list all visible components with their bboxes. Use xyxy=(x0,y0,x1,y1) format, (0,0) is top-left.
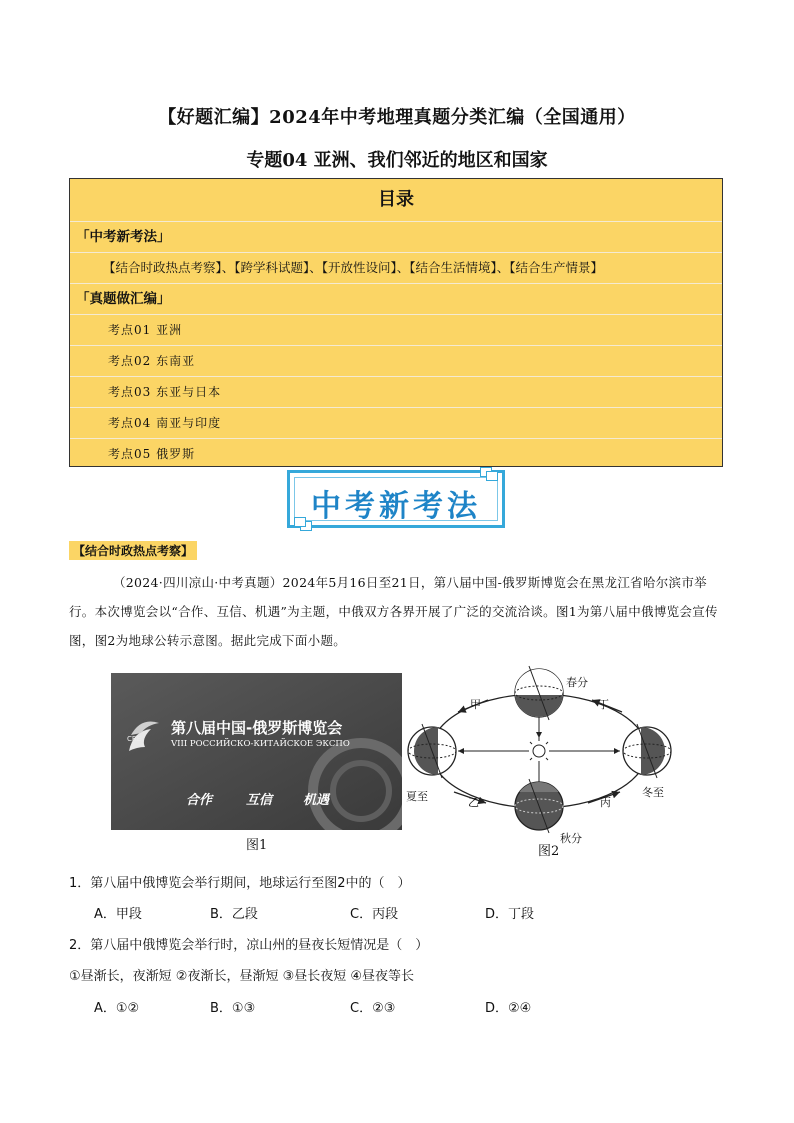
earth-spring-icon xyxy=(515,666,563,720)
question-2-choices: ①昼渐长，夜渐短 ②夜渐长，昼渐短 ③昼长夜短 ④昼夜等长 xyxy=(69,969,415,984)
label-autumn: 秋分 xyxy=(560,832,582,845)
poster-title-cn: 第八届中国-俄罗斯博览会 xyxy=(171,719,343,737)
document-subtitle: 专题04 亚洲、我们邻近的地区和国家 xyxy=(246,150,548,171)
question-stem: （2024·四川凉山·中考真题）2024年5月16日至21日，第八届中国-俄罗斯博览会在黑龙江省哈尔滨市举行。本次博览会以“合作、互信、机遇”为主题，中俄双方各界开展了广泛的交流洽谈。图1为第八届中俄博览会宣传图，图2为地球公转示意图。据此完成下面小题。 xyxy=(69,575,718,648)
q2-option-b[interactable]: B．①③ xyxy=(210,1001,256,1016)
toc-point-05[interactable]: 考点05 俄罗斯 xyxy=(70,438,722,469)
figure1-poster xyxy=(111,673,402,830)
q1-option-b[interactable]: B．乙段 xyxy=(210,907,258,922)
poster-slogan-3: 机遇 xyxy=(303,793,330,808)
q2-option-a[interactable]: A．①② xyxy=(94,1001,140,1016)
section-banner xyxy=(287,470,505,528)
earth-winter-icon xyxy=(623,724,671,778)
question-2: 2．第八届中俄博览会举行时，凉山州的昼夜长短情况是（ ） xyxy=(69,938,429,953)
banner-text: 中考新考法 xyxy=(311,489,481,524)
question-tag: 【结合时政热点考察】 xyxy=(69,541,197,560)
figure1-caption: 图1 xyxy=(246,838,268,853)
poster-logo-text: CRE xyxy=(127,735,142,743)
q2-option-c[interactable]: C．②③ xyxy=(350,1001,396,1016)
toc-point-01[interactable]: 考点01 亚洲 xyxy=(70,314,722,345)
toc-point-03[interactable]: 考点03 东亚与日本 xyxy=(70,376,722,407)
poster-title-ru: VIII РОССИЙСКО-КИТАЙСКОЕ ЭКСПО xyxy=(171,739,350,749)
label-summer: 夏至 xyxy=(406,790,428,803)
label-winter: 冬至 xyxy=(642,786,664,799)
toc-point-02[interactable]: 考点02 东南亚 xyxy=(70,345,722,376)
segment-ding: 丁 xyxy=(598,698,609,711)
toc-title: 目录 xyxy=(378,189,414,210)
figure2-orbit-diagram xyxy=(398,660,690,845)
toc-point-04[interactable]: 考点04 南亚与印度 xyxy=(70,407,722,438)
q1-option-c[interactable]: C．丙段 xyxy=(350,907,399,922)
toc-section-real-questions[interactable]: 「真题做汇编」 xyxy=(70,283,722,314)
earth-summer-icon xyxy=(408,724,456,778)
toc-section-new-methods[interactable]: 「中考新考法」 xyxy=(70,221,722,252)
q1-option-d[interactable]: D．丁段 xyxy=(485,907,535,922)
table-of-contents xyxy=(69,178,723,467)
segment-yi: 乙 xyxy=(468,796,479,809)
toc-section-new-methods-items[interactable]: 【结合时政热点考察】、【跨学科试题】、【开放性设问】、【结合生活情境】、【结合生产情景】 xyxy=(70,252,722,283)
figure2-caption: 图2 xyxy=(538,844,560,859)
document-title: 【好题汇编】2024年中考地理真题分类汇编（全国通用） xyxy=(158,107,636,128)
question-1: 1．第八届中俄博览会举行期间，地球运行至图2中的（ ） xyxy=(69,876,411,891)
q1-option-a[interactable]: A．甲段 xyxy=(94,907,142,922)
q2-option-d[interactable]: D．②④ xyxy=(485,1001,532,1016)
earth-autumn-icon xyxy=(515,779,563,833)
sun-icon xyxy=(526,738,552,764)
label-spring: 春分 xyxy=(566,676,588,689)
poster-slogan-2: 互信 xyxy=(246,793,273,808)
banner-corner-deco xyxy=(486,471,498,481)
segment-bing: 丙 xyxy=(600,796,611,809)
poster-slogan-1: 合作 xyxy=(186,793,213,808)
segment-jia: 甲 xyxy=(470,698,481,711)
